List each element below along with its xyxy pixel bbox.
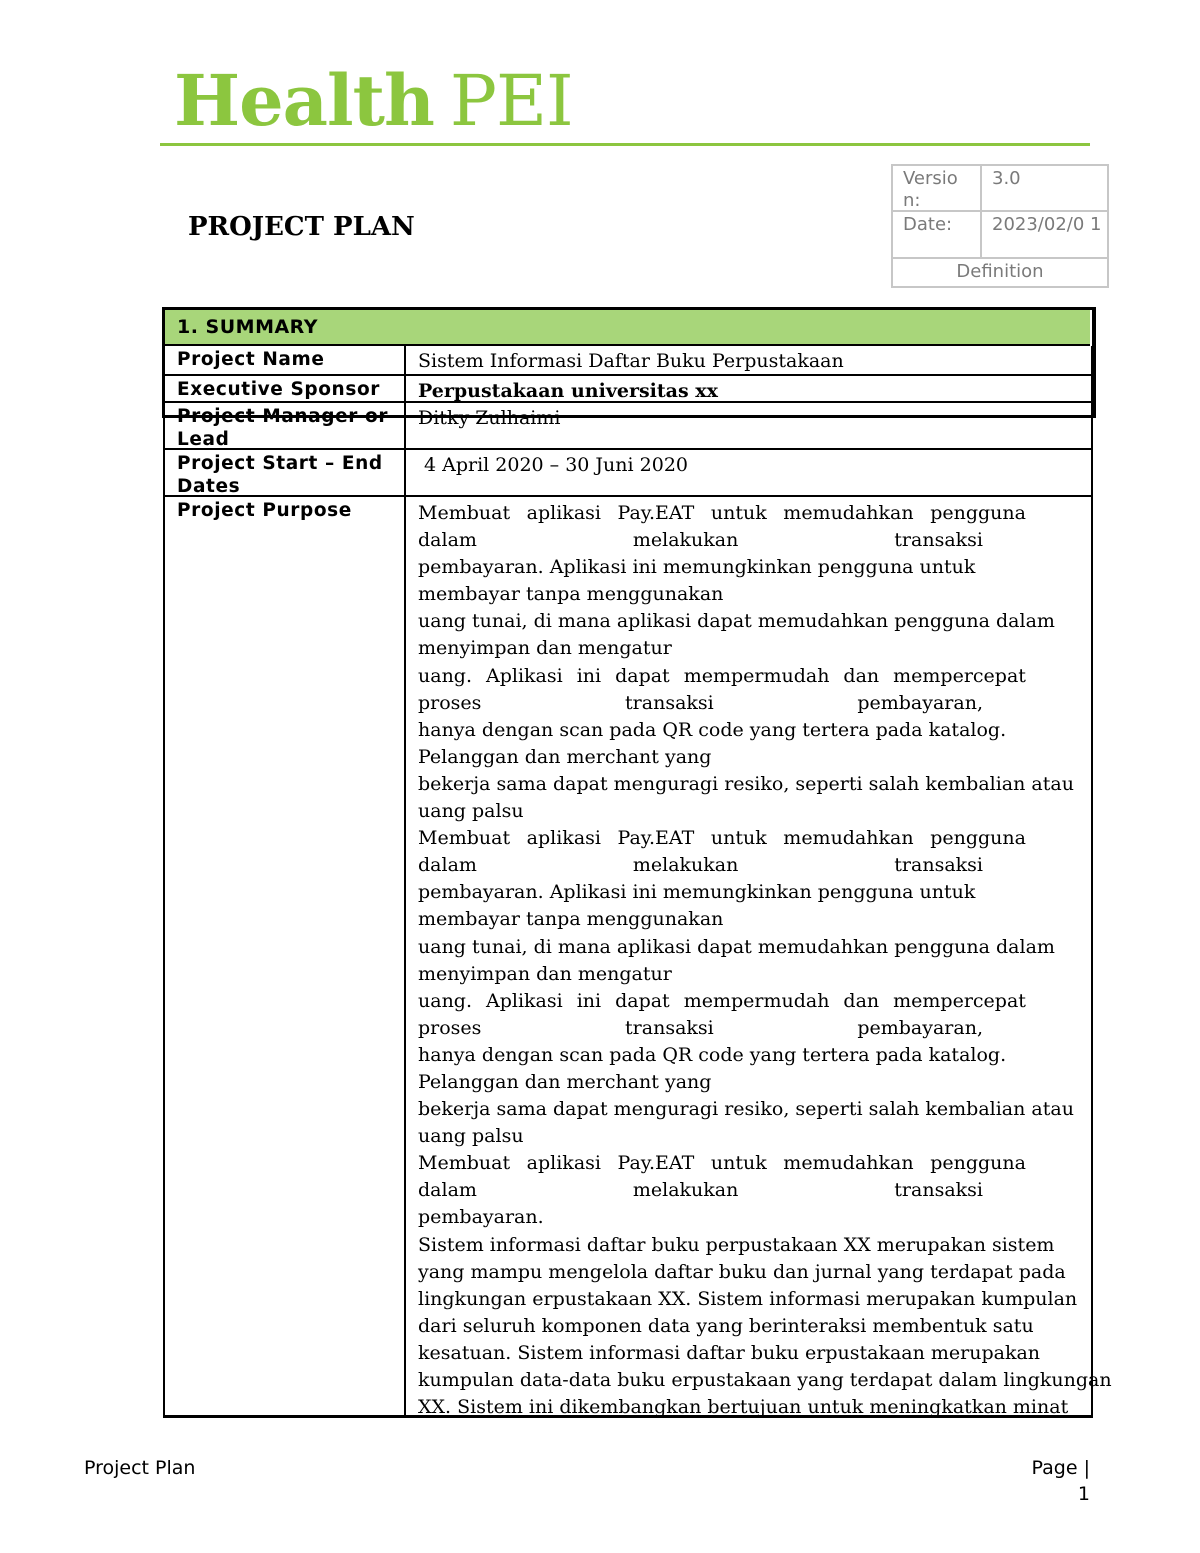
purpose-line: menyimpan dan mengatur xyxy=(418,962,672,985)
row-value: Perpustakaan universitas xx xyxy=(418,380,718,402)
purpose-line: dari seluruh komponen data yang berinteraksi membentuk satu xyxy=(418,1314,1034,1337)
summary-heading: 1. SUMMARY xyxy=(165,310,1090,346)
table-row xyxy=(165,346,1091,376)
purpose-line: dalam melakukan transaksi xyxy=(418,529,983,552)
health-pei-logo xyxy=(174,58,573,144)
version-label: Versio n: xyxy=(893,166,982,212)
footer-title: Project Plan xyxy=(84,1457,196,1479)
logo-regular-text: PEI xyxy=(449,60,573,142)
table-row xyxy=(165,450,1091,497)
purpose-line: uang palsu xyxy=(418,800,524,823)
header-divider xyxy=(160,143,1090,146)
purpose-line: kumpulan data-data buku erpustakaan yang terdapat dalam lingkungan xyxy=(418,1369,1112,1391)
project-purpose-text xyxy=(406,497,1112,1419)
page-number-value: 1 xyxy=(1077,1483,1090,1505)
purpose-line: XX. Sistem ini dikembangkan bertujuan untuk meningkatkan minat xyxy=(418,1396,1069,1419)
purpose-line: Sistem informasi daftar buku perpustakaan XX merupakan sistem xyxy=(418,1233,1055,1256)
page-label: Page | xyxy=(1031,1457,1090,1479)
purpose-line: kesatuan. Sistem informasi daftar buku erpustakaan merupakan xyxy=(418,1341,1041,1364)
purpose-line: hanya dengan scan pada QR code yang tertera pada katalog. xyxy=(418,718,1007,741)
purpose-line: uang. Aplikasi ini dapat mempermudah dan mempercepat xyxy=(418,664,1026,687)
page-number xyxy=(1032,1455,1090,1507)
version-value: 3.0 xyxy=(982,166,1107,212)
logo-bold-text: Health xyxy=(174,59,434,142)
purpose-line: bekerja sama dapat menguragi resiko, seperti salah kembalian atau xyxy=(418,1098,1074,1121)
purpose-line: yang mampu mengelola daftar buku dan jurnal yang terdapat pada xyxy=(418,1260,1066,1283)
purpose-line: uang tunai, di mana aplikasi dapat memudahkan pengguna dalam xyxy=(418,935,1055,958)
purpose-line: pembayaran. xyxy=(418,1206,544,1229)
row-label: Project Manager or Lead xyxy=(165,403,406,448)
row-label: Project Purpose xyxy=(165,497,406,1415)
table-row xyxy=(165,403,1091,450)
purpose-line: Membuat aplikasi Pay.EAT untuk memudahkan pengguna xyxy=(418,827,1026,850)
purpose-line: Pelanggan dan merchant yang xyxy=(418,1070,712,1093)
row-value: Ditky Zulhaimi xyxy=(418,407,561,429)
purpose-line: proses transaksi pembayaran, xyxy=(418,691,983,714)
date-label: Date: xyxy=(893,212,982,259)
purpose-line: uang. Aplikasi ini dapat mempermudah dan mempercepat xyxy=(418,989,1026,1012)
definition-label: Definition xyxy=(956,261,1044,282)
purpose-line: hanya dengan scan pada QR code yang tertera pada katalog. xyxy=(418,1043,1007,1066)
row-value: 4 April 2020 – 30 Juni 2020 xyxy=(424,454,688,476)
purpose-line: proses transaksi pembayaran, xyxy=(418,1016,983,1039)
table-row xyxy=(165,376,1091,403)
date-value: 2023/02/0 1 xyxy=(982,212,1107,259)
purpose-line: Membuat aplikasi Pay.EAT untuk memudahkan pengguna xyxy=(418,502,1026,524)
purpose-line: uang tunai, di mana aplikasi dapat memudahkan pengguna dalam xyxy=(418,610,1055,633)
row-label: Project Name xyxy=(165,346,406,374)
purpose-line: uang palsu xyxy=(418,1125,524,1148)
version-box xyxy=(891,164,1109,288)
purpose-line: menyimpan dan mengatur xyxy=(418,637,672,660)
purpose-line: dalam melakukan transaksi xyxy=(418,1179,983,1202)
page-title: PROJECT PLAN xyxy=(188,212,415,242)
purpose-line: pembayaran. Aplikasi ini memungkinkan pengguna untuk xyxy=(418,556,976,579)
table-row xyxy=(165,497,1112,1419)
purpose-line: bekerja sama dapat menguragi resiko, seperti salah kembalian atau xyxy=(418,772,1074,795)
purpose-line: Membuat aplikasi Pay.EAT untuk memudahkan pengguna xyxy=(418,1152,1026,1175)
row-value: Sistem Informasi Daftar Buku Perpustakaan xyxy=(418,350,844,372)
row-label: Executive Sponsor xyxy=(165,376,406,401)
summary-table xyxy=(163,346,1112,1419)
purpose-line: Pelanggan dan merchant yang xyxy=(418,745,712,768)
purpose-line: membayar tanpa menggunakan xyxy=(418,908,724,931)
row-label: Project Start – End Dates xyxy=(165,450,406,495)
purpose-line: membayar tanpa menggunakan xyxy=(418,583,724,606)
purpose-line: pembayaran. Aplikasi ini memungkinkan pengguna untuk xyxy=(418,881,976,904)
purpose-line: lingkungan erpustakaan XX. Sistem informasi merupakan kumpulan xyxy=(418,1287,1078,1310)
purpose-line: dalam melakukan transaksi xyxy=(418,854,983,877)
